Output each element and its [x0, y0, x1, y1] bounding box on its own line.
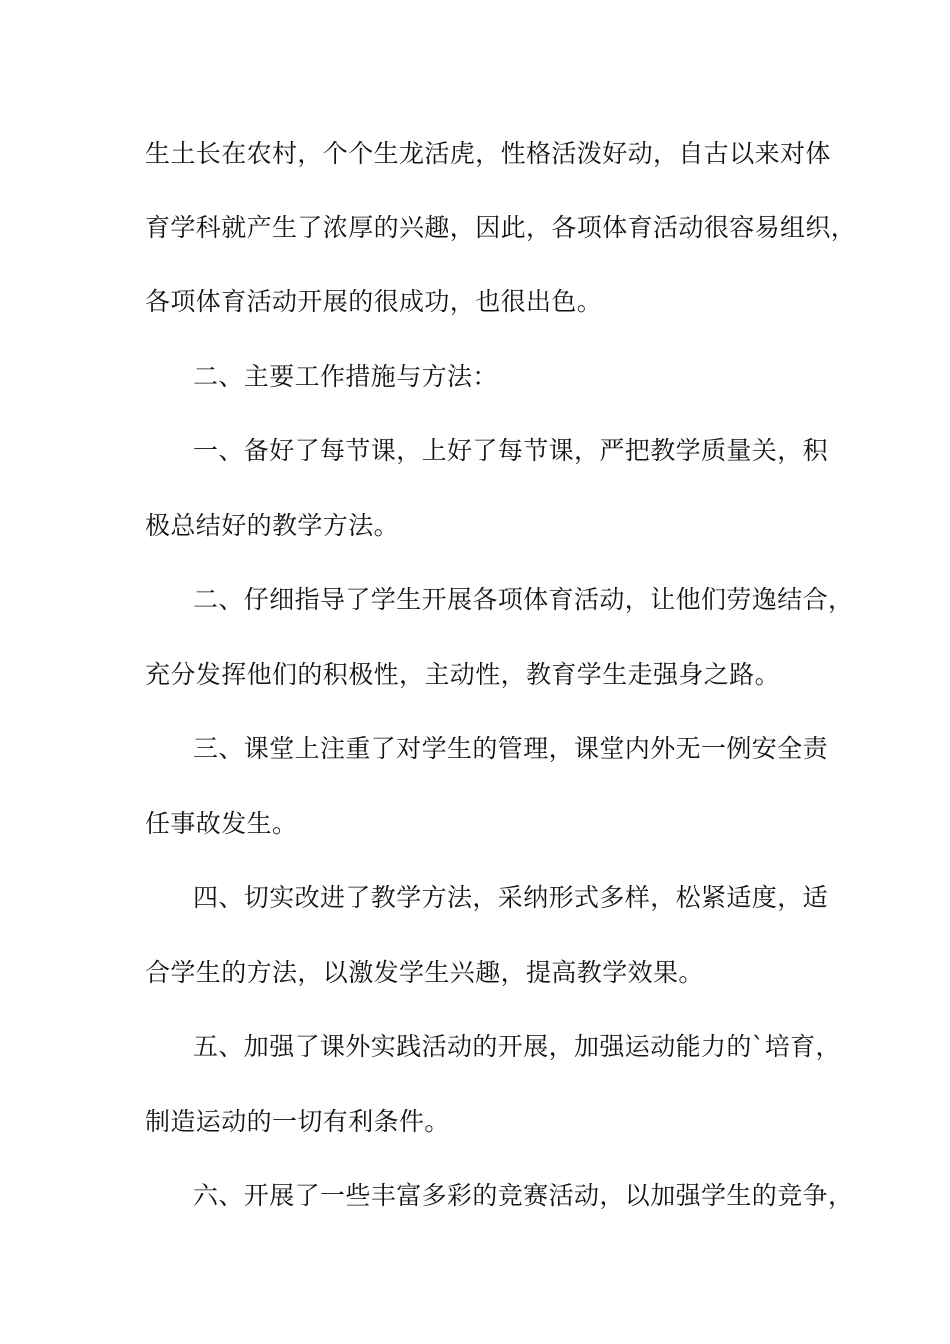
paragraph-line: 三、课堂上注重了对学生的管理，课堂内外无一例安全责	[193, 734, 829, 763]
paragraph-line: 四、切实改进了教学方法，采纳形式多样，松紧适度，适	[193, 883, 829, 912]
section-heading: 二、主要工作措施与方法：	[193, 362, 498, 391]
paragraph-line: 六、开展了一些丰富多彩的竞赛活动，以加强学生的竞争，	[193, 1181, 854, 1210]
paragraph-line: 任事故发生。	[145, 809, 298, 838]
paragraph-line: 各项体育活动开展的很成功，也很出色。	[145, 287, 603, 316]
paragraph-line: 制造运动的一切有利条件。	[145, 1107, 450, 1136]
paragraph-line: 充分发挥他们的积极性，主动性，教育学生走强身之路。	[145, 660, 781, 689]
paragraph-line: 育学科就产生了浓厚的兴趣，因此，各项体育活动很容易组织，	[145, 213, 857, 242]
paragraph-line: 合学生的方法，以激发学生兴趣，提高教学效果。	[145, 958, 704, 987]
paragraph-line: 五、加强了课外实践活动的开展，加强运动能力的`培育，	[193, 1032, 841, 1061]
paragraph-line: 一、备好了每节课，上好了每节课，严把教学质量关，积	[193, 436, 829, 465]
paragraph-line: 二、仔细指导了学生开展各项体育活动，让他们劳逸结合，	[193, 585, 854, 614]
paragraph-line: 极总结好的教学方法。	[145, 511, 400, 540]
paragraph-line: 生土长在农村，个个生龙活虎，性格活泼好动，自古以来对体	[145, 139, 831, 168]
